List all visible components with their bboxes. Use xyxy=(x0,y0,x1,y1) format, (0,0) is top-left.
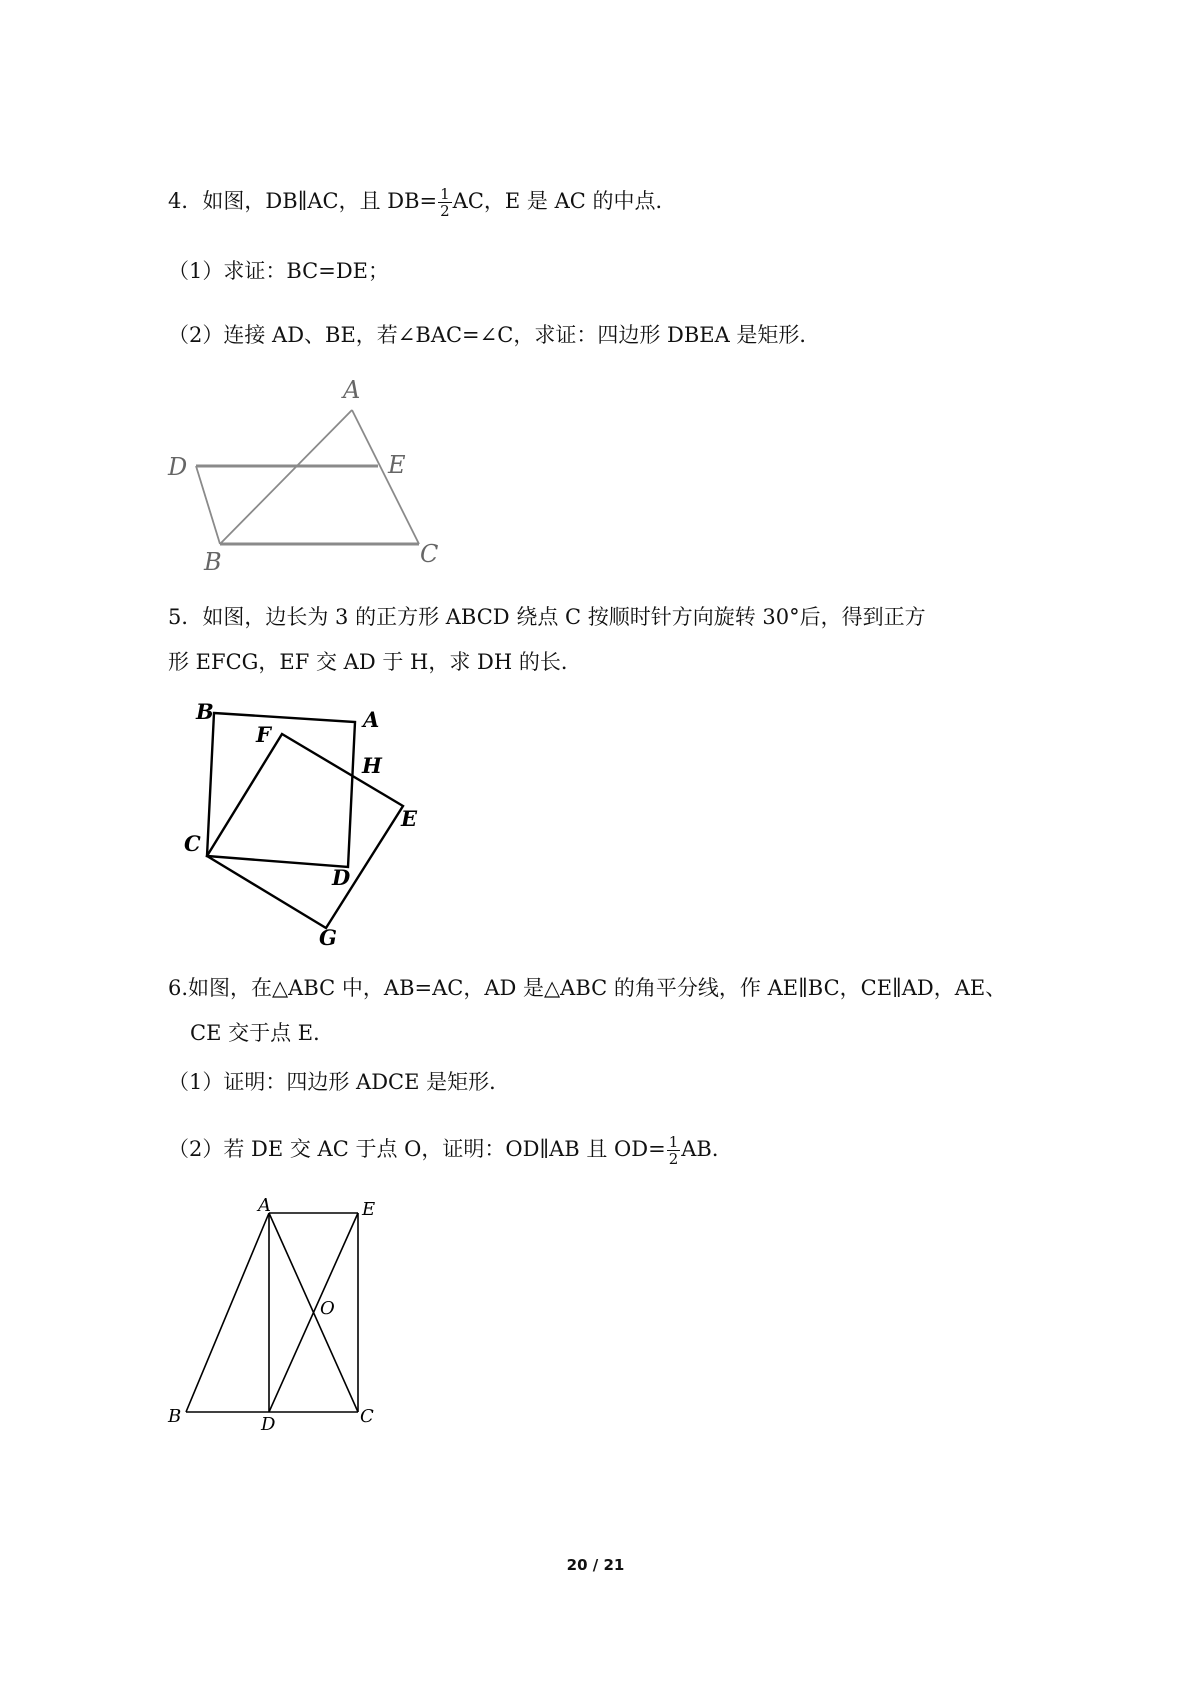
q6-label-A: A xyxy=(258,1195,271,1216)
q6-seg-AB xyxy=(186,1213,269,1412)
q6-line1: 6.如图，在△ABC 中，AB=AC，AD 是△ABC 的角平分线，作 AE∥BC，CE∥AD，AE、 xyxy=(168,976,1007,1000)
q5-label-C: C xyxy=(184,831,201,856)
q4-label-E: E xyxy=(388,451,406,479)
q4-label-C: C xyxy=(420,540,439,568)
q5-label-H: H xyxy=(362,753,382,778)
q6-label-E: E xyxy=(362,1199,376,1220)
q5-label-B: B xyxy=(196,699,214,724)
q4-label-D: D xyxy=(168,453,188,481)
q4-part1: （1）求证：BC=DE； xyxy=(168,259,390,283)
q4-stem: 4．如图，DB∥AC，且 DB= $\frac{1}{2}$ AC，E 是 AC 的中点． xyxy=(168,185,677,220)
q6-part1: （1）证明：四边形 ADCE 是矩形． xyxy=(168,1070,511,1094)
q5-label-F: F xyxy=(256,722,271,747)
q4-label-A: A xyxy=(343,376,361,404)
q6-label-O: O xyxy=(320,1298,335,1319)
q4-fraction: $\frac{1}{2}$ xyxy=(440,185,450,220)
q6-part2: （2）若 DE 交 AC 于点 O，证明：OD∥AB 且 OD= $\frac{1}{2}$ AB． xyxy=(168,1133,733,1168)
q4-label-B: B xyxy=(204,548,222,576)
q6-label-D: D xyxy=(261,1414,276,1435)
q6-line2: CE 交于点 E． xyxy=(190,1021,335,1045)
q5-line1: 5．如图，边长为 3 的正方形 ABCD 绕点 C 按顺时针方向旋转 30°后，得到正方 xyxy=(168,605,926,629)
page-number: 20 / 21 xyxy=(566,1556,625,1574)
q5-label-A: A xyxy=(363,707,380,732)
q4-part2: （2）连接 AD、BE，若∠BAC=∠C，求证：四边形 DBEA 是矩形． xyxy=(168,323,821,347)
q6-label-B: B xyxy=(168,1406,182,1427)
q6-fraction: $\frac{1}{2}$ xyxy=(668,1133,679,1168)
q5-label-G: G xyxy=(319,925,337,950)
q5-label-D: D xyxy=(332,865,351,890)
q6-label-C: C xyxy=(360,1406,374,1427)
q5-label-E: E xyxy=(401,806,418,831)
q5-line2: 形 EFCG，EF 交 AD 于 H，求 DH 的长． xyxy=(168,650,582,674)
